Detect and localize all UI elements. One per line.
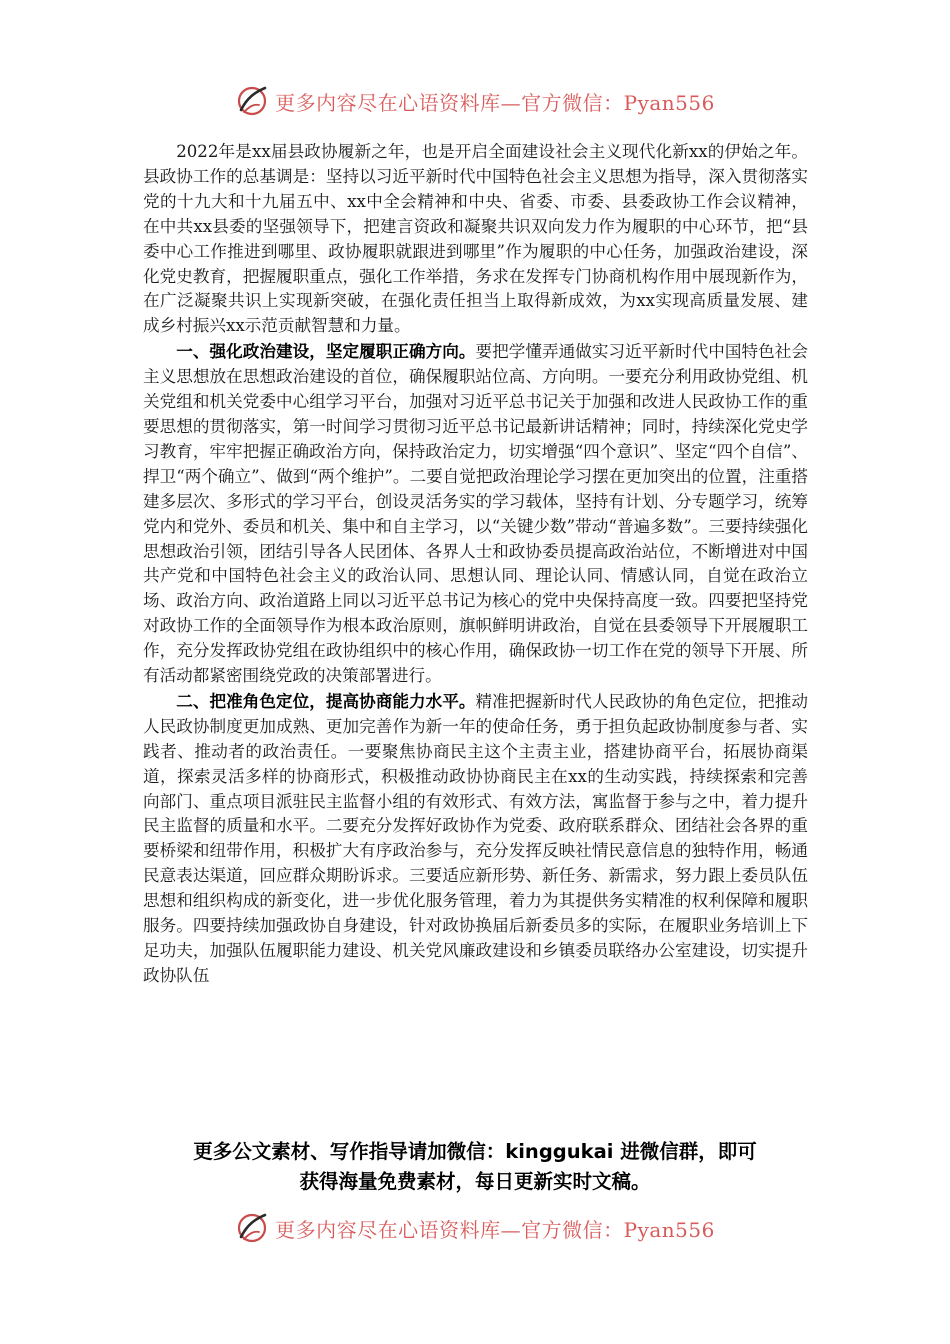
paragraph-section-2 [143, 689, 808, 989]
paragraph-body: 精准把握新时代人民政协的角色定位，把推动人民政协制度更加成熟、更加完善作为新一年的使命任务，勇于担负起政协制度参与者、实践者、推动者的政治责任。一要聚焦协商民主这个主责主业，搭建协商平台，拓展协商渠道，探索灵活多样的协商形式，积极推动政协协商民主在xx的生动实践，持续探索和完善向部门、重点项目派驻民主监督小组的有效形式、有效方法，寓监督于参与之中，着力提升民主监督的质量和水平。二要充分发挥好政协作为党委、政府联系群众、团结社会各界的重要桥梁和纽带作用，积极扩大有序政治参与，充分发挥反映社情民意信息的独特作用，畅通民意表达渠道，回应群众期盼诉求。三要适应新形势、新任务、新需求，努力跟上委员队伍思想和组织构成的新变化，进一步优化服务管理，着力为其提供务实精准的权利保障和履职服务。四要持续加强政协自身建设，针对政协换届后新委员多的实际，在履职业务培训上下足功夫，加强队伍履职能力建设、机关党风廉政建设和乡镇委员联络办公室建设，切实提升政协队伍 [143, 691, 809, 985]
header-banner-text: 更多内容尽在心语资料库—官方微信：Pyan556 [275, 90, 715, 115]
section-heading: 二、把准角色定位，提高协商能力水平。 [176, 690, 476, 711]
promo-notice [0, 1137, 950, 1197]
paragraph-intro [143, 140, 808, 339]
footer-watermark-banner [0, 1211, 950, 1245]
paragraph-section-1 [143, 339, 808, 689]
pen-swirl-logo-icon [235, 84, 269, 118]
footer-banner-text: 更多内容尽在心语资料库—官方微信：Pyan556 [275, 1217, 715, 1242]
paragraph-body: 要把学懂弄通做实习近平新时代中国特色社会主义思想放在思想政治建设的首位，确保履职站位高、方向明。一要充分利用政协党组、机关党组和机关党委中心组学习平台，加强对习近平总书记关于加强和改进人民政协工作的重要思想的贯彻落实，第一时间学习贯彻习近平总书记最新讲话精神；同时，持续深化党史学习教育，牢牢把握正确政治方向，保持政治定力，切实增强“四个意识”、坚定“四个自信”、捍卫“两个确立”、做到“两个维护”。二要自觉把政治理论学习摆在更加突出的位置，注重搭建多层次、多形式的学习平台，创设灵活务实的学习载体，坚持有计划、分专题学习，统筹党内和党外、委员和机关、集中和自主学习，以“关键少数”带动“普遍多数”。三要持续强化思想政治引领，团结引导各人民团体、各界人士和政协委员提高政治站位，不断增进对中国共产党和中国特色社会主义的政治认同、思想认同、理论认同、情感认同，自觉在政治立场、政治方向、政治道路上同以习近平总书记为核心的党中央保持高度一致。四要把坚持党对政协工作的全面领导作为根本政治原则，旗帜鲜明讲政治，自觉在县委领导下开展履职工作，充分发挥政协党组在政协组织中的核心作用，确保政协一切工作在党的领导下开展、所有活动都紧密围绕党政的决策部署进行。 [143, 342, 809, 686]
promo-line-1: 更多公文素材、写作指导请加微信：kinggukai 进微信群，即可 [193, 1140, 757, 1163]
document-body [143, 140, 808, 989]
pen-swirl-logo-icon [235, 1211, 269, 1245]
promo-line-2: 获得海量免费素材，每日更新实时文稿。 [299, 1170, 651, 1193]
section-heading: 一、强化政治建设，坚定履职正确方向。 [176, 341, 476, 362]
header-watermark-banner [0, 84, 950, 118]
paragraph-body: 2022年是xx届县政协履新之年，也是开启全面建设社会主义现代化新xx的伊始之年。县政协工作的总基调是：坚持以习近平新时代中国特色社会主义思想为指导，深入贯彻落实党的十九大和十九届五中、xx中全会精神和中央、省委、市委、县委政协工作会议精神，在中共xx县委的坚强领导下，把建言资政和凝聚共识双向发力作为履职的中心环节，把“县委中心工作推进到哪里、政协履职就跟进到哪里”作为履职的中心任务，加强政治建设，深化党史教育，把握履职重点，强化工作举措，务求在发挥专门协商机构作用中展现新作为，在广泛凝聚共识上实现新突破，在强化责任担当上取得新成效，为xx实现高质量发展、建成乡村振兴xx示范贡献智慧和力量。 [143, 142, 808, 336]
